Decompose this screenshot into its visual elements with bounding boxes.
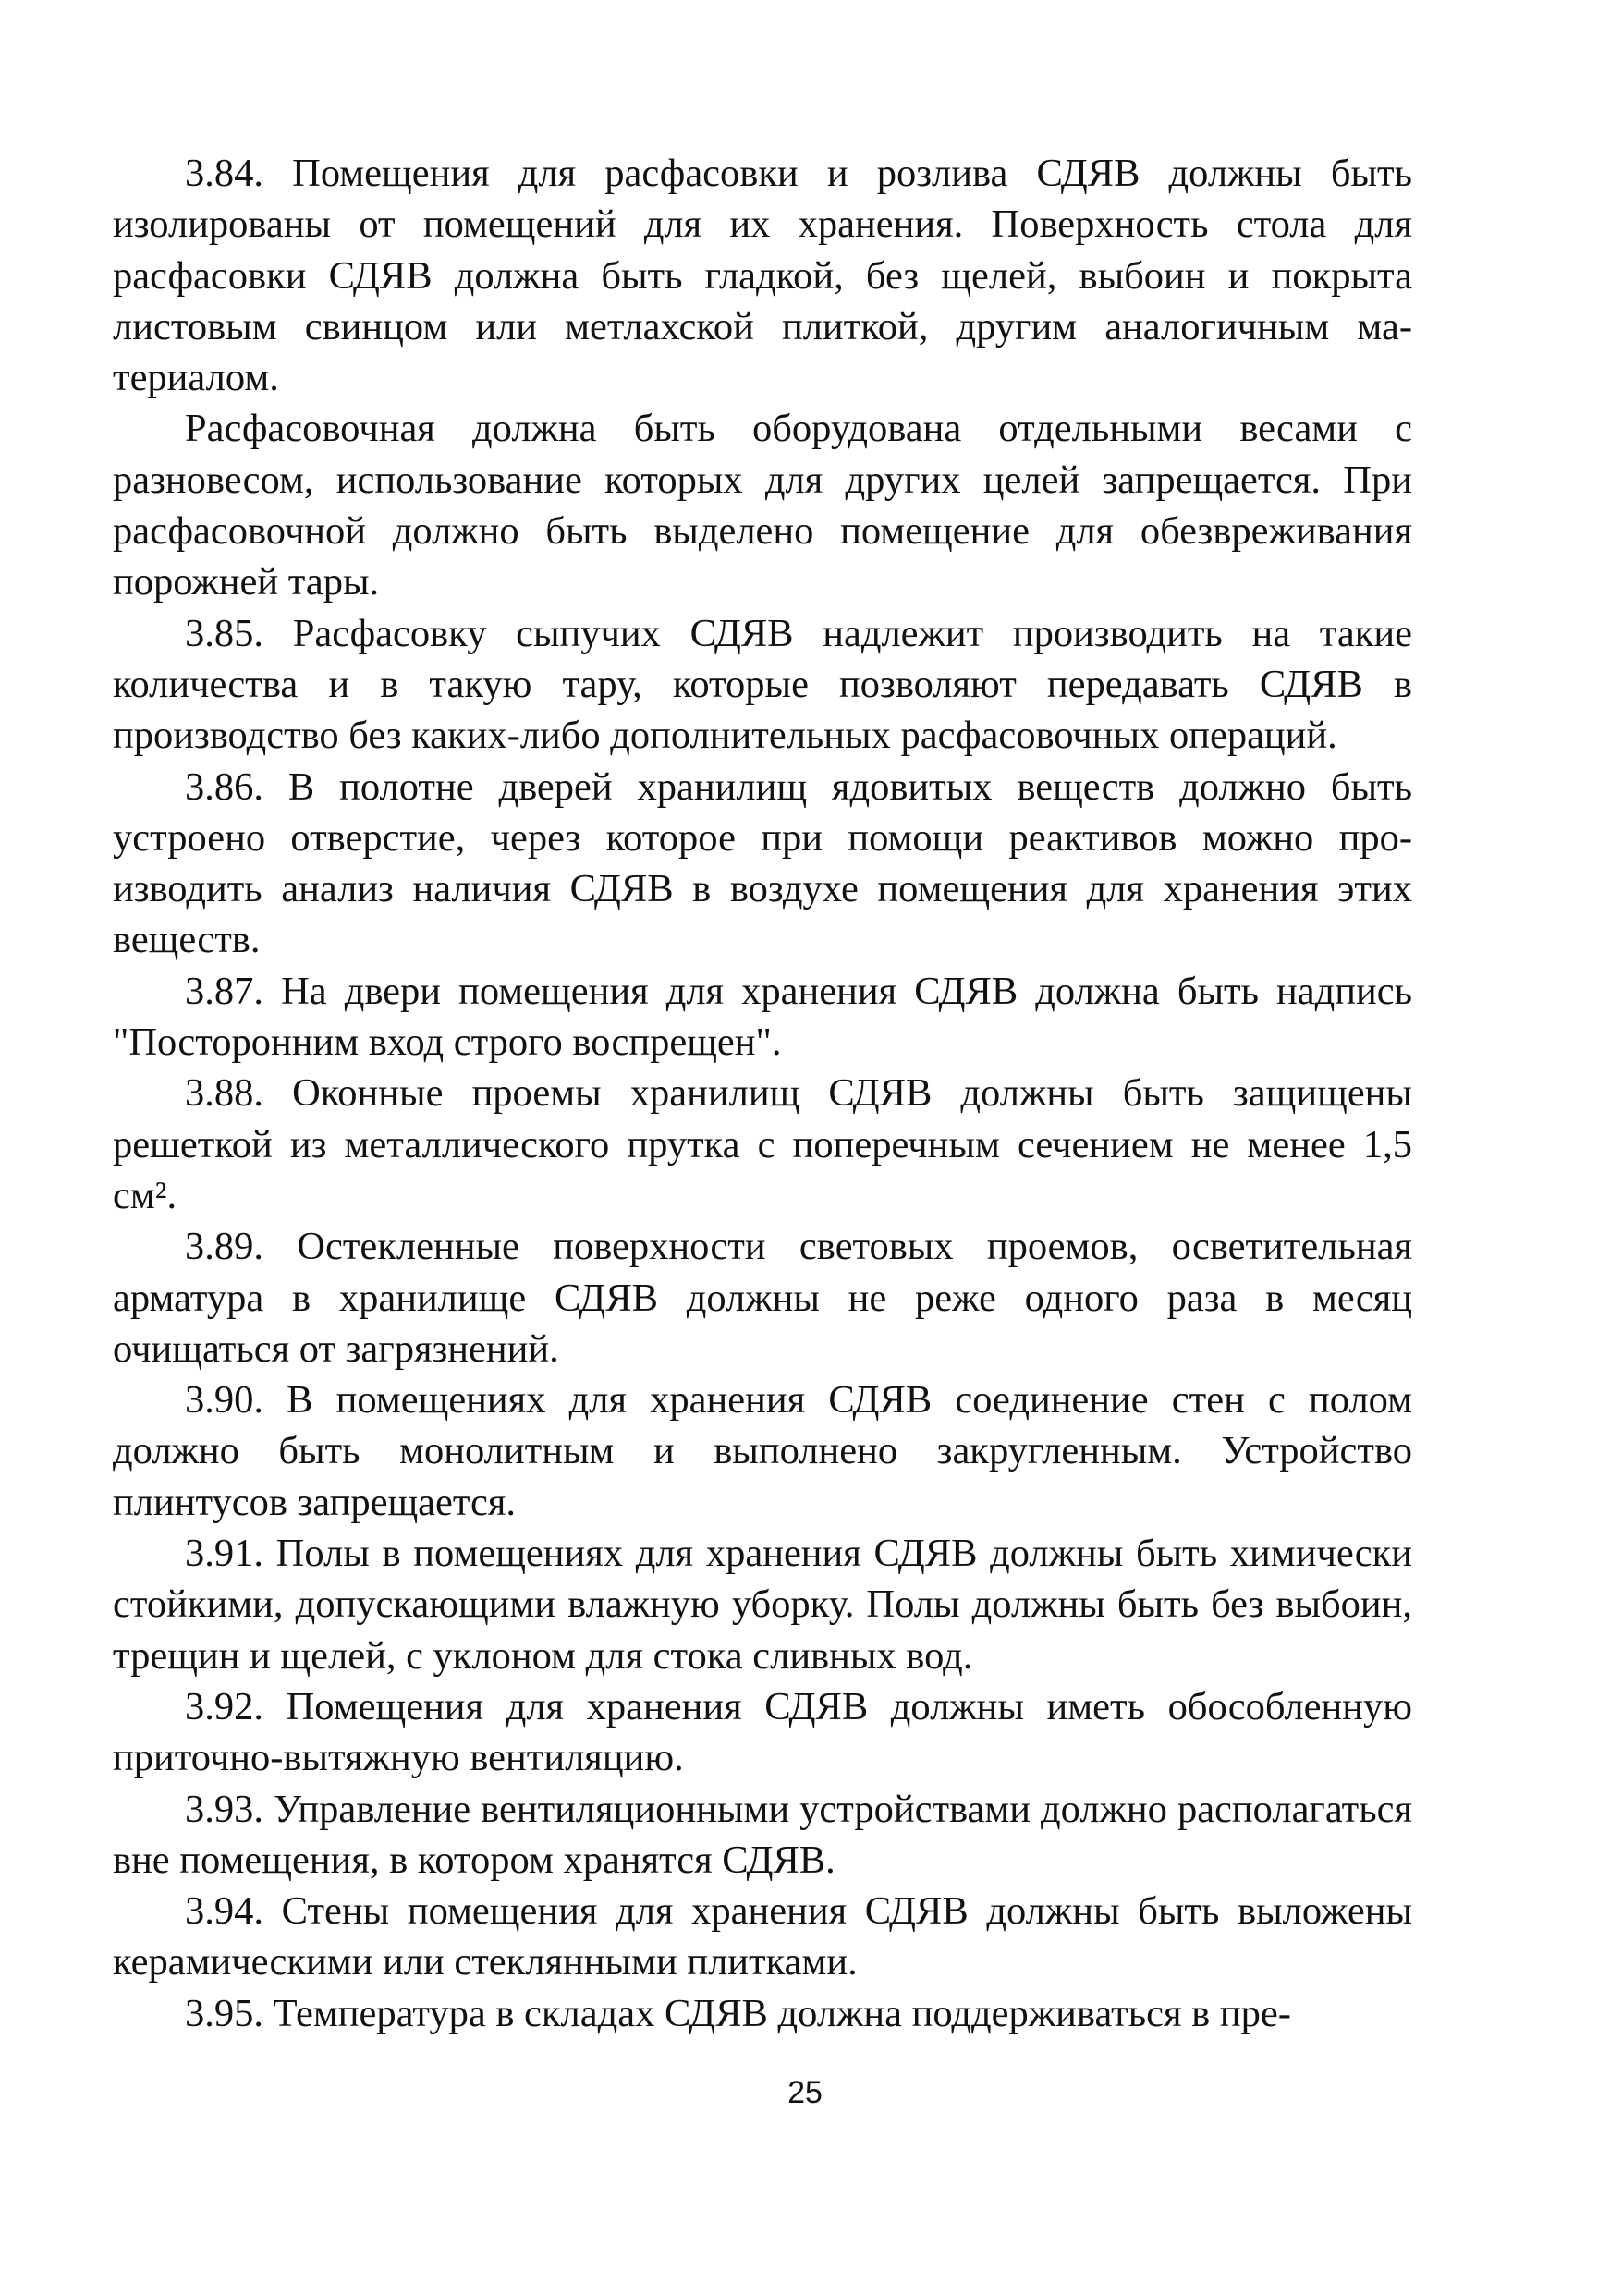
paragraph-3-89: 3.89. Остекленные поверхности световых проемов, осветительная арматура в хранилище СДЯВ должны не реже одного раза в месяц очищаться от загрязнений.: [113, 1225, 1412, 1371]
paragraph-3-85: 3.85. Расфасовку сыпучих СДЯВ надлежит производить на такие количества и в такую тару, которые позволяют передавать СДЯВ в производство без каких-либо дополнительных расфасовочных операций.: [113, 611, 1412, 758]
paragraph-3-90: 3.90. В помещениях для хранения СДЯВ соединение стен с полом должно быть монолитным и выполнено закругленным. Устройство плинтусов запрещается.: [113, 1378, 1412, 1524]
paragraph-3-92: 3.92. Помещения для хранения СДЯВ должны иметь обособленную приточно-вытяжную вентиляцию.: [113, 1684, 1412, 1780]
body-text: [113, 148, 1412, 2039]
page-number: 25: [787, 2075, 823, 2110]
paragraph-3-84-continued: Расфасовочная должна быть оборудована отдельными весами с разновесом, использование которых для других целей запрещается. При расфасовочной должно быть выделено помещение для обезвреживания порожней тары.: [113, 407, 1412, 605]
paragraph-3-95: 3.95. Температура в складах СДЯВ должна поддерживаться в пре-: [185, 1991, 1291, 2035]
paragraph-3-86: 3.86. В полотне дверей хранилищ ядовитых веществ должно быть устроено отверстие, через которое при помощи реактивов можно производить анализ наличия СДЯВ в воздухе помещения для хранения этих веществ.: [113, 764, 1412, 962]
paragraph-3-84: 3.84. Помещения для расфасовки и розлива СДЯВ должны быть изолированы от помещений для их хранения. Поверхность стола для расфасовки СДЯВ должна быть гладкой, без щелей, выбоин и покрыта листовым свинцом или метлахской плиткой, другим аналогичным материалом.: [113, 152, 1412, 400]
paragraph-3-94: 3.94. Стены помещения для хранения СДЯВ должны быть выложены керамическими или стеклянными плитками.: [113, 1889, 1412, 1985]
paragraph-3-87: 3.87. На двери помещения для хранения СДЯВ должна быть надпись "Посторонним вход строго воспрещен".: [113, 969, 1412, 1065]
paragraph-3-93: 3.93. Управление вентиляционными устройствами должно располагаться вне помещения, в котором хранятся СДЯВ.: [113, 1787, 1412, 1882]
paragraph-3-91: 3.91. Полы в помещениях для хранения СДЯВ должны быть химически стойкими, допускающими влажную уборку. Полы должны быть без выбоин, трещин и щелей, с уклоном для стока сливных вод.: [113, 1532, 1412, 1678]
paragraph-3-88: 3.88. Оконные проемы хранилищ СДЯВ должны быть защищены решеткой из металлического прутка с поперечным сечением не менее 1,5 см².: [113, 1071, 1412, 1217]
